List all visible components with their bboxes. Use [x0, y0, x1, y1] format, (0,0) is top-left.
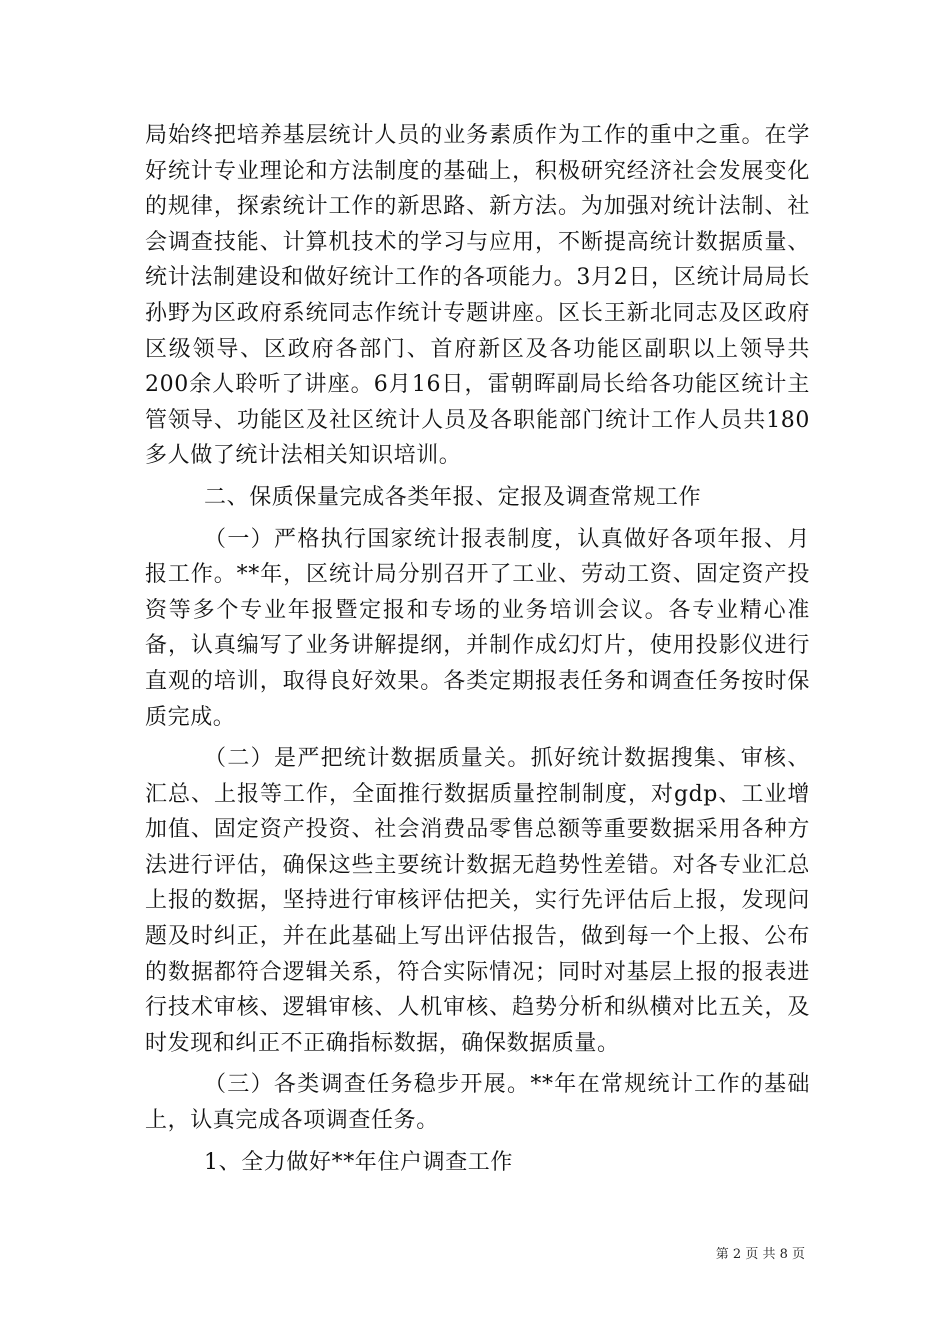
document-body: [145, 118, 810, 1180]
paragraph-training: 局始终把培养基层统计人员的业务素质作为工作的重中之重。在学好统计专业理论和方法制度的基础上，积极研究经济社会发展变化的规律，探索统计工作的新思路、新方法。为加强对统计法制、社会调查技能、计算机技术的学习与应用，不断提高统计数据质量、统计法制建设和做好统计工作的各项能力。3月2日，区统计局局长孙野为区政府系统同志作统计专题讲座。区长王新北同志及区政府区级领导、区政府各部门、首府新区及各功能区副职以上领导共200余人聆听了讲座。6月16日，雷朝晖副局长给各功能区统计主管领导、功能区及社区统计人员及各职能部门统计工作人员共180多人做了统计法相关知识培训。: [145, 123, 810, 469]
page-number-footer: 第 2 页 共 8 页: [715, 1247, 805, 1262]
paragraph-survey-tasks: （三）各类调查任务稳步开展。**年在常规统计工作的基础上，认真完成各项调查任务。: [145, 1072, 810, 1134]
paragraph-annual-reports: （一）严格执行国家统计报表制度，认真做好各项年报、月报工作。**年，区统计局分别召开了工业、劳动工资、固定资产投资等多个专业年报暨定报和专场的业务培训会议。各专业精心准备，认真编写了业务讲解提纲，并制作成幻灯片，使用投影仪进行直观的培训，取得良好效果。各类定期报表任务和调查任务按时保质完成。: [145, 526, 810, 730]
subheading-household-survey: 1、全力做好**年住户调查工作: [204, 1149, 513, 1175]
paragraph-data-quality: （二）是严把统计数据质量关。抓好统计数据搜集、审核、汇总、上报等工作，全面推行数据质量控制制度，对gdp、工业增加值、固定资产投资、社会消费品零售总额等重要数据采用各种方法进行评估，确保这些主要统计数据无趋势性差错。对各专业汇总上报的数据，坚持进行审核评估把关，实行先评估后上报，发现问题及时纠正，并在此基础上写出评估报告，做到每一个上报、公布的数据都符合逻辑关系，符合实际情况；同时对基层上报的报表进行技术审核、逻辑审核、人机审核、趋势分析和纵横对比五关，及时发现和纠正不正确指标数据，确保数据质量。: [145, 746, 810, 1056]
section-heading-routine-work: 二、保质保量完成各类年报、定报及调查常规工作: [204, 484, 702, 510]
